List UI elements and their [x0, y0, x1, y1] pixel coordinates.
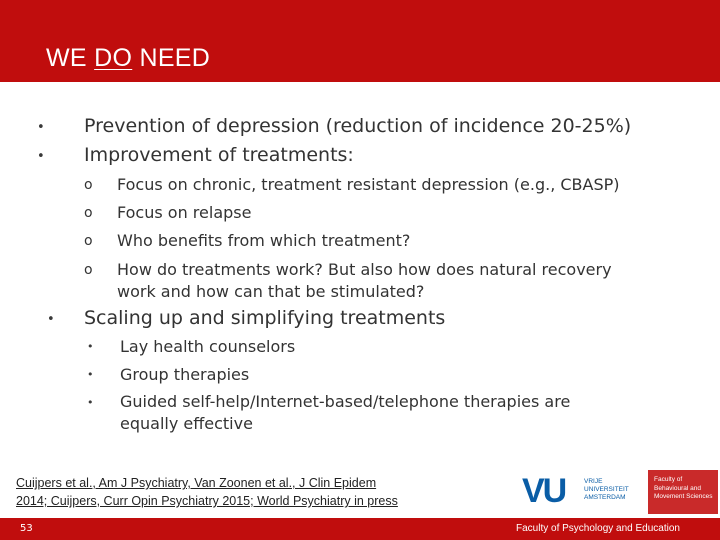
vu-line: AMSTERDAM [584, 494, 626, 501]
bullet-marker: • [37, 120, 45, 135]
title-part-1: WE [46, 44, 95, 72]
reference-line-2[interactable]: 2014; Cuijpers, Curr Opin Psychiatry 2015; World Psychiatry in press [16, 494, 398, 508]
sub-bullet-marker: o [84, 262, 93, 278]
sub-bullet-marker: • [87, 368, 94, 381]
sub-bullet-marker: • [87, 340, 94, 353]
faculty-line: Movement Sciences [654, 493, 713, 500]
scaling-item-guided-self-help [120, 391, 570, 435]
treatment-item-who-benefits: Who benefits from which treatment? [117, 231, 411, 250]
treatment-item-how-work [117, 259, 612, 303]
vu-line: VRIJE [584, 478, 603, 485]
bullet-prevention: Prevention of depression (reduction of incidence 20-25%) [84, 115, 632, 137]
bullet-improvement: Improvement of treatments: [84, 144, 354, 166]
title-underlined-word: DO [94, 44, 133, 72]
scaling-item-guided-line2: equally effective [120, 414, 253, 433]
vu-line: UNIVERSITEIT [584, 486, 629, 493]
treatment-item-chronic: Focus on chronic, treatment resistant depression (e.g., CBASP) [117, 175, 620, 194]
vu-logo-mark: VU [522, 472, 566, 510]
vu-logo-panel [518, 470, 646, 514]
slide-header [0, 0, 720, 82]
scaling-item-group-therapies: Group therapies [120, 365, 250, 384]
faculty-line: Faculty of [654, 476, 683, 483]
sub-bullet-marker: o [84, 233, 93, 249]
reference-line-1[interactable]: Cuijpers et al., Am J Psychiatry, Van Zoonen et al., J Clin Epidem [16, 476, 377, 490]
bullet-marker: • [47, 312, 55, 327]
sub-bullet-marker: • [87, 396, 94, 409]
university-logo [518, 470, 718, 514]
faculty-logo-panel [648, 470, 718, 514]
treatment-item-how-work-line2: work and how can that be stimulated? [117, 282, 425, 301]
sub-bullet-marker: o [84, 205, 93, 221]
page-number: 53 [20, 523, 33, 534]
faculty-line: Behavioural and [654, 484, 701, 492]
treatment-item-how-work-line1: How do treatments work? But also how does natural recovery [117, 260, 612, 279]
treatment-item-relapse: Focus on relapse [117, 203, 252, 222]
title-part-2: NEED [132, 44, 211, 72]
references[interactable] [16, 474, 516, 510]
footer-faculty-name: Faculty of Psychology and Education [516, 523, 680, 534]
scaling-item-guided-line1: Guided self-help/Internet-based/telephone therapies are [120, 392, 571, 411]
vu-logo-university-name [584, 478, 629, 502]
faculty-logo-text [654, 476, 713, 502]
bullet-scaling: Scaling up and simplifying treatments [84, 307, 446, 329]
bullet-marker: • [37, 149, 45, 164]
slide-title [46, 44, 210, 73]
scaling-item-lay-counselors: Lay health counselors [120, 337, 296, 356]
sub-bullet-marker: o [84, 177, 93, 193]
